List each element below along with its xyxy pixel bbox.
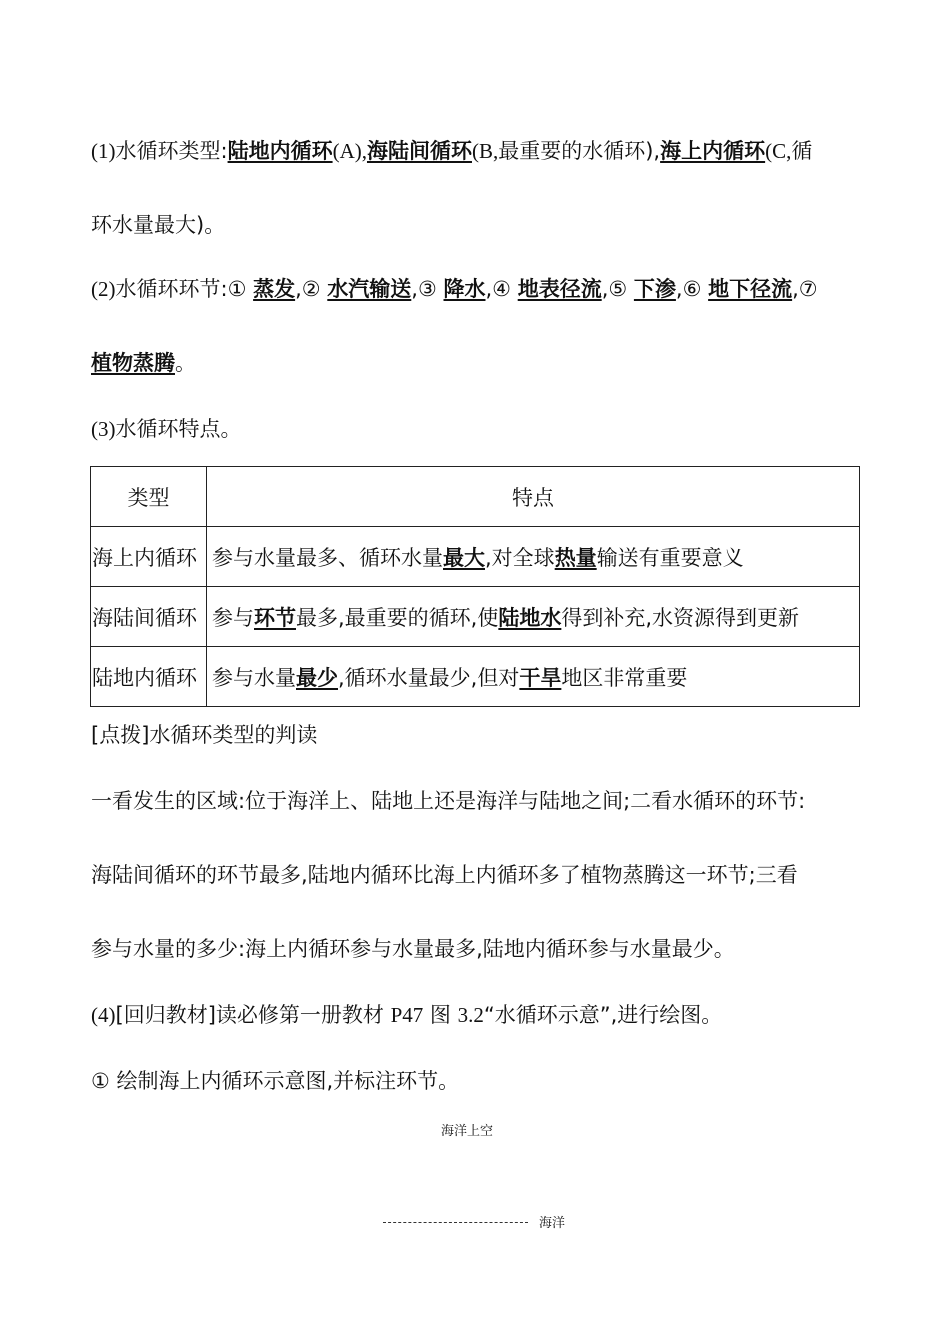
para-2-end: 。 xyxy=(175,351,196,375)
para-1-note-3: 循 xyxy=(791,139,813,163)
tip-line-2: 海陆间循环的环节最多,陆地内循环比海上内循环多了植物蒸腾这一环节;三看 xyxy=(91,863,798,887)
row-desc xyxy=(207,647,860,707)
desc-text: ,对全球 xyxy=(485,545,555,570)
textbook-page-ref: P47 xyxy=(390,1003,424,1027)
para-1-label: 水循环类型: xyxy=(115,139,228,163)
para-1-sep-3: (C, xyxy=(765,139,792,163)
desc-text: ,循环水量最少,但对 xyxy=(338,665,520,690)
para-5 xyxy=(91,1066,459,1096)
para-2-prefix: (2) xyxy=(91,277,116,301)
header-type: 类型 xyxy=(91,467,207,527)
num-2: ,② xyxy=(295,277,321,301)
answer-infiltration: 下渗 xyxy=(633,277,676,301)
tip-line-1: 一看发生的区域:位于海洋上、陆地上还是海洋与陆地之间;二看水循环的环节: xyxy=(91,789,806,813)
tip-line-3: 参与水量的多少:海上内循环参与水量最多,陆地内循环参与水量最少。 xyxy=(91,937,735,961)
table-row xyxy=(91,587,860,647)
row-type: 海上内循环 xyxy=(91,527,207,587)
desc-answer: 最少 xyxy=(296,665,338,690)
answer-surface-runoff: 地表径流 xyxy=(517,277,602,301)
desc-text: 参与水量最多、循环水量 xyxy=(212,545,443,570)
para-2-line-2 xyxy=(91,348,196,378)
ocean-label: 海洋 xyxy=(539,1215,566,1230)
para-2-label: 水循环环节: xyxy=(115,277,228,301)
para-1-note-2: 最重要的水循环), xyxy=(498,139,661,163)
row-type: 海陆间循环 xyxy=(91,587,207,647)
desc-answer: 热量 xyxy=(554,545,597,570)
answer-transpiration: 植物蒸腾 xyxy=(91,351,175,375)
num-4: ,④ xyxy=(485,277,512,301)
row-desc xyxy=(207,587,860,647)
num-3: ,③ xyxy=(411,277,437,301)
num-6: ,⑥ xyxy=(675,277,702,301)
para-4 xyxy=(91,1000,722,1030)
answer-precipitation: 降水 xyxy=(443,277,486,301)
desc-text: 地区非常重要 xyxy=(561,665,688,690)
para-4-prefix: (4) xyxy=(91,1003,116,1027)
num-1: ① xyxy=(227,277,247,301)
figure-number: 3.2 xyxy=(457,1003,484,1027)
table-row xyxy=(91,647,860,707)
desc-answer: 陆地水 xyxy=(498,605,562,630)
row-type: 陆地内循环 xyxy=(91,647,207,707)
desc-text: 输送有重要意义 xyxy=(596,545,744,570)
header-features: 特点 xyxy=(207,467,860,527)
answer-land-cycle: 陆地内循环 xyxy=(227,139,333,163)
desc-text: 参与水量 xyxy=(212,665,296,690)
answer-ocean-cycle: 海上内循环 xyxy=(660,139,766,163)
para-1-line-1 xyxy=(91,136,812,166)
para-1-line-2: 环水量最大)。 xyxy=(91,213,226,237)
para-4-text-1: [回归教材]读必修第一册教材 xyxy=(115,1003,391,1027)
desc-answer: 干旱 xyxy=(519,665,562,690)
para-1-sep-2: (B, xyxy=(471,139,499,163)
para-3-label: 水循环特点。 xyxy=(115,417,242,441)
desc-text: 得到补充,水资源得到更新 xyxy=(561,605,800,630)
para-3 xyxy=(91,414,242,444)
para-4-text-3: “水循环示意”,进行绘图。 xyxy=(483,1003,723,1027)
row-desc xyxy=(207,527,860,587)
desc-answer: 最大 xyxy=(443,545,485,570)
num-5: ,⑤ xyxy=(601,277,628,301)
step-text: 绘制海上内循环示意图,并标注环节。 xyxy=(109,1069,460,1093)
desc-text: 参与 xyxy=(212,605,254,630)
desc-text: 最多,最重要的循环,使 xyxy=(296,605,499,630)
answer-sea-land-cycle: 海陆间循环 xyxy=(366,139,472,163)
answer-evaporation: 蒸发 xyxy=(253,277,296,301)
desc-answer: 环节 xyxy=(254,605,296,630)
para-1-prefix: (1) xyxy=(91,139,116,163)
answer-vapor-transport: 水汽输送 xyxy=(327,277,412,301)
step-number: ① xyxy=(91,1069,110,1093)
para-1-sep-1: (A), xyxy=(332,139,367,163)
answer-groundwater-runoff: 地下径流 xyxy=(708,277,793,301)
para-2-line-1 xyxy=(91,274,818,304)
table-header-row xyxy=(91,467,860,527)
num-7: ,⑦ xyxy=(792,277,818,301)
ocean-surface-line xyxy=(383,1222,528,1223)
features-table xyxy=(90,466,860,707)
para-3-prefix: (3) xyxy=(91,417,116,441)
tip-title: [点拨]水循环类型的判读 xyxy=(91,723,318,747)
table-row xyxy=(91,527,860,587)
sky-label: 海洋上空 xyxy=(441,1123,494,1138)
para-4-text-2: 图 xyxy=(423,1003,458,1027)
